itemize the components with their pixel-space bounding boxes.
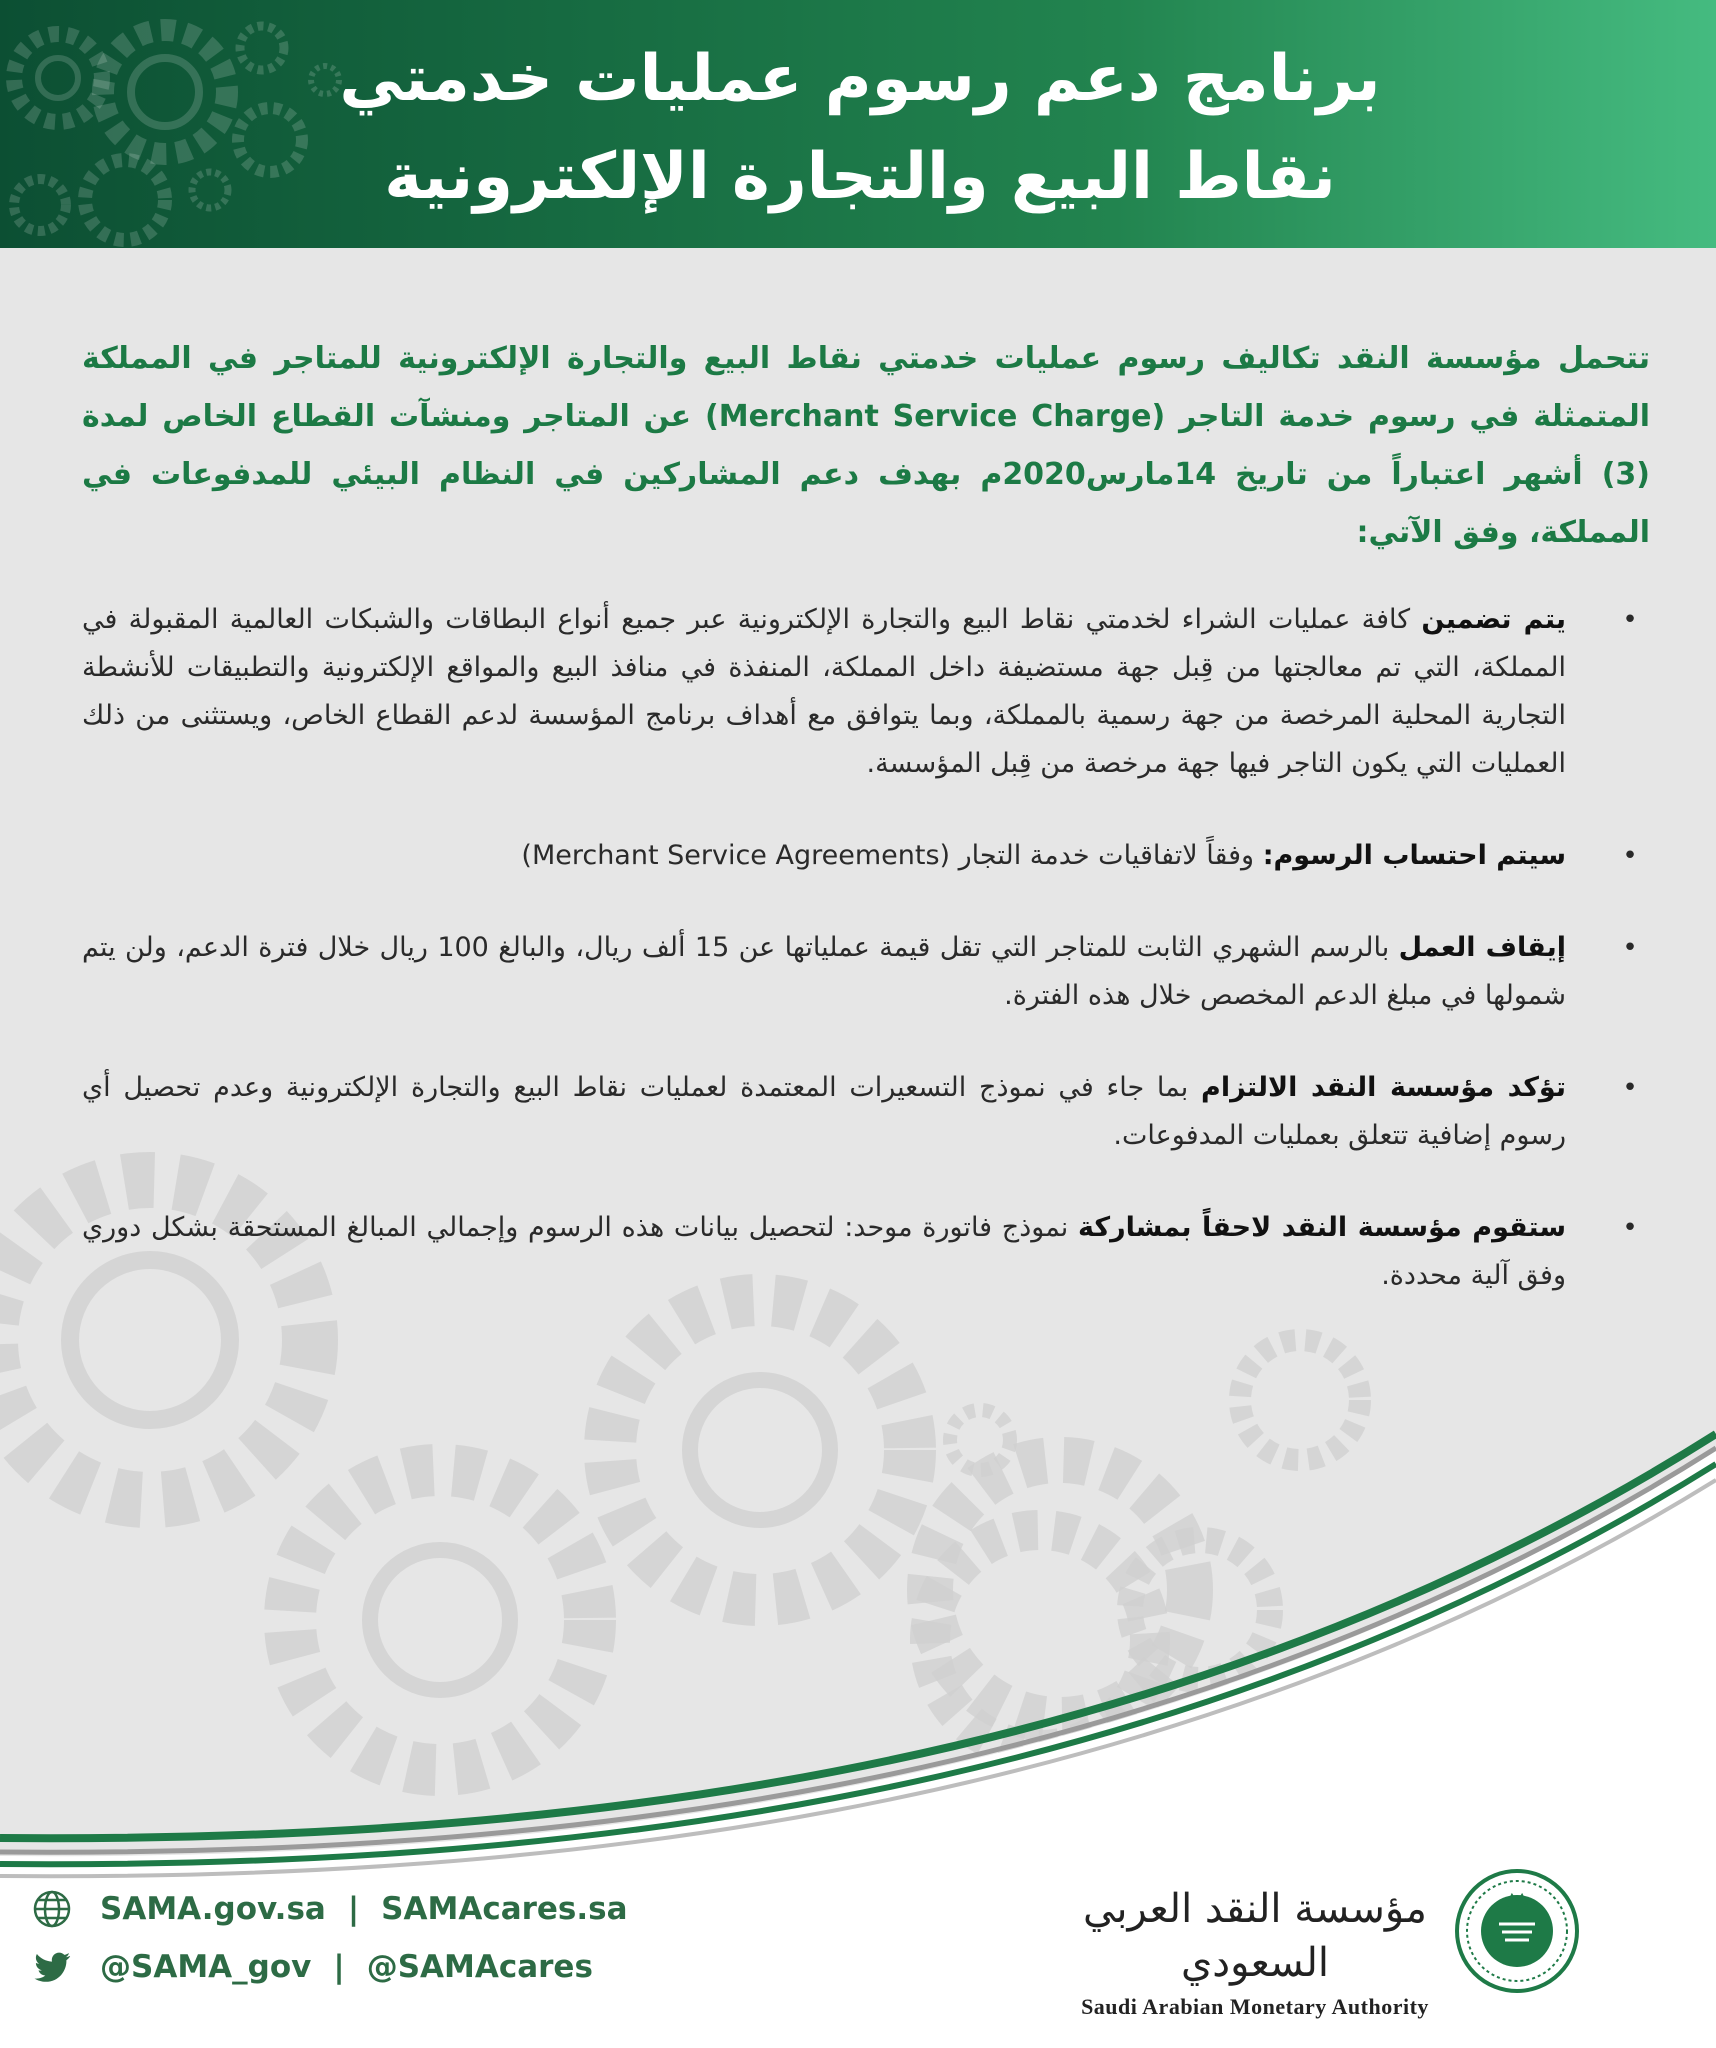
website-link[interactable]: SAMA.gov.sa [100,1891,326,1927]
logo-text [1060,1882,1450,2020]
bullet-lead: سيتم احتساب الرسوم: [1262,840,1566,871]
header-banner [0,0,1716,248]
bullet-list [82,596,1650,1344]
page-subtitle: نقاط البيع والتجارة الإلكترونية [384,140,1336,214]
sama-seal-icon [1452,1866,1582,1996]
footer-twitter-row [30,1938,650,1996]
list-item [82,1064,1650,1160]
list-item [82,832,1650,880]
list-item [82,596,1650,788]
logo-arabic-name: مؤسسة النقد العربي السعودي [1083,1886,1427,1986]
footer-web-row [30,1880,650,1938]
bullet-icon: • [1622,1073,1638,1103]
bullet-lead: ستقوم مؤسسة النقد لاحقاً بمشاركة [1078,1212,1566,1243]
samacares-link[interactable]: SAMAcares.sa [381,1891,628,1927]
bullet-lead: تؤكد مؤسسة النقد الالتزام [1201,1072,1566,1103]
intro-paragraph: تتحمل مؤسسة النقد تكاليف رسوم عمليات خدمتي نقاط البيع والتجارة الإلكترونية للمتاجر في المملكة المتمثلة في رسوم خدمة التاجر (Merchant Service Charge) عن المتاجر ومنشآت القطاع الخاص لمدة (3) أشهر اعتباراً من تاريخ 14مارس2020م بهدف دعم المشاركين في النظام البيئي للمدفوعات في المملكة، وفق الآتي: [82,341,1651,550]
page-title: برنامج دعم رسوم عمليات خدمتي [339,42,1381,116]
bullet-icon: • [1622,1213,1638,1243]
separator: | [347,1891,360,1927]
bullet-icon: • [1622,933,1638,963]
twitter-link[interactable]: @SAMA_gov [100,1949,312,1985]
bullet-lead: إيقاف العمل [1398,932,1566,963]
bullet-text: كافة عمليات الشراء لخدمتي نقاط البيع والتجارة الإلكترونية عبر جميع أنواع البطاقات والشبكات العالمية المقبولة في المملكة، التي تم معالجتها من قِبل جهة مستضيفة داخل المملكة، المنفذة في منافذ البيع والمواقع الإلكترونية والتطبيقات للأنشطة التجارية المحلية المرخصة من جهة رسمية بالمملكة، وبما يتوافق مع أهداف برنامج المؤسسة لدعم القطاع الخاص، ويستثنى من ذلك العمليات التي يكون التاجر فيها جهة مرخصة من قِبل المؤسسة. [82,604,1566,779]
list-item [82,1204,1650,1300]
bullet-text: وفقاً لاتفاقيات خدمة التجار (Merchant Service Agreements) [521,840,1263,871]
bullet-lead: يتم تضمين [1421,604,1566,635]
list-item [82,924,1650,1020]
footer-links [30,1880,650,1996]
twitter-cares-link[interactable]: @SAMAcares [366,1949,593,1985]
bullet-icon: • [1622,841,1638,871]
twitter-bird-icon [30,1945,74,1989]
separator: | [333,1949,345,1985]
globe-icon [30,1887,74,1931]
bullet-text: بما جاء في نموذج التسعيرات المعتمدة لعمليات نقاط البيع والتجارة الإلكترونية وعدم تحصيل أي رسوم إضافية تتعلق بعمليات المدفوعات. [82,1072,1566,1151]
bullet-icon: • [1622,605,1638,635]
bullet-text: بالرسم الشهري الثابت للمتاجر التي تقل قيمة عملياتها عن 15 ألف ريال، والبالغ 100 ريال خلال فترة الدعم، ولن يتم شمولها في مبلغ الدعم المخصص خلال هذه الفترة. [82,932,1566,1011]
bullet-text: نموذج فاتورة موحد: لتحصيل بيانات هذه الرسوم وإجمالي المبالغ المستحقة بشكل دوري وفق آلية محددة. [82,1212,1566,1291]
logo-english-name: Saudi Arabian Monetary Authority [1081,1994,1429,2019]
